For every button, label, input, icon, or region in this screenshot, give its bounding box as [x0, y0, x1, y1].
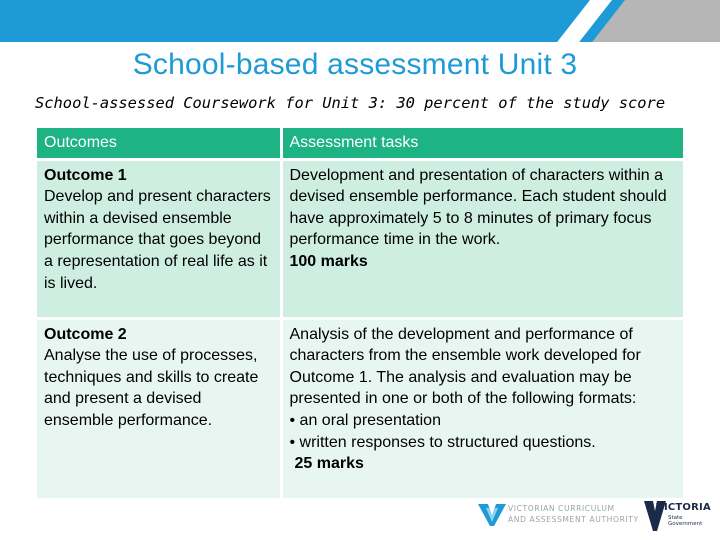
vcaa-line-2: AND ASSESSMENT AUTHORITY — [508, 515, 639, 524]
victoria-logo-subtext — [668, 515, 702, 527]
task-bullet: • an oral presentation — [289, 411, 441, 429]
banner-stripe-grey — [592, 0, 720, 42]
outcome-cell — [37, 159, 281, 318]
outcome-title: Outcome 1 — [44, 166, 127, 184]
slide-title: School-based assessment Unit 3 — [132, 48, 578, 81]
vcaa-logo-icon — [478, 502, 506, 528]
footer-logos — [478, 498, 713, 532]
table-row — [37, 318, 683, 498]
outcome-text: Analyse the use of processes, techniques and skills to create and present a devised ensemble performance. — [44, 347, 259, 429]
outcome-cell — [37, 318, 281, 498]
victoria-logo-text: VICTORIA — [656, 502, 711, 513]
vcaa-line-1: VICTORIAN CURRICULUM — [508, 504, 615, 513]
outcome-title: Outcome 2 — [44, 325, 127, 343]
task-marks: 100 marks — [289, 252, 368, 270]
header-outcomes: Outcomes — [37, 128, 281, 159]
vic-sub-1: State — [668, 515, 683, 521]
header-assessment-tasks: Assessment tasks — [281, 128, 683, 159]
task-cell — [281, 159, 683, 318]
header-banner — [0, 0, 720, 42]
table-row — [37, 159, 683, 318]
task-bullet-list — [290, 410, 677, 453]
task-bullet: • written responses to structured questions. — [289, 433, 596, 451]
outcome-text: Develop and present characters within a devised ensemble performance that goes beyond a representation of real life as it is lived. — [44, 188, 271, 292]
task-cell — [281, 318, 683, 498]
table-header-row — [37, 128, 683, 159]
task-text: Development and presentation of characters within a devised ensemble performance. Each student should have approximately 5 to 8 minutes of primary focus performance time in the work. — [289, 166, 667, 249]
task-text: Analysis of the development and performance of characters from the ensemble work developed for Outcome 1. The analysis and evaluation may be presented in one or both of the following formats: — [289, 325, 641, 408]
slide-subtitle: School-assessed Coursework for Unit 3: 30 percent of the study score — [35, 94, 666, 112]
task-marks: 25 marks — [294, 455, 364, 473]
vcaa-logo-text — [508, 503, 639, 525]
assessment-table — [37, 128, 683, 498]
vic-sub-2: Government — [668, 521, 703, 527]
